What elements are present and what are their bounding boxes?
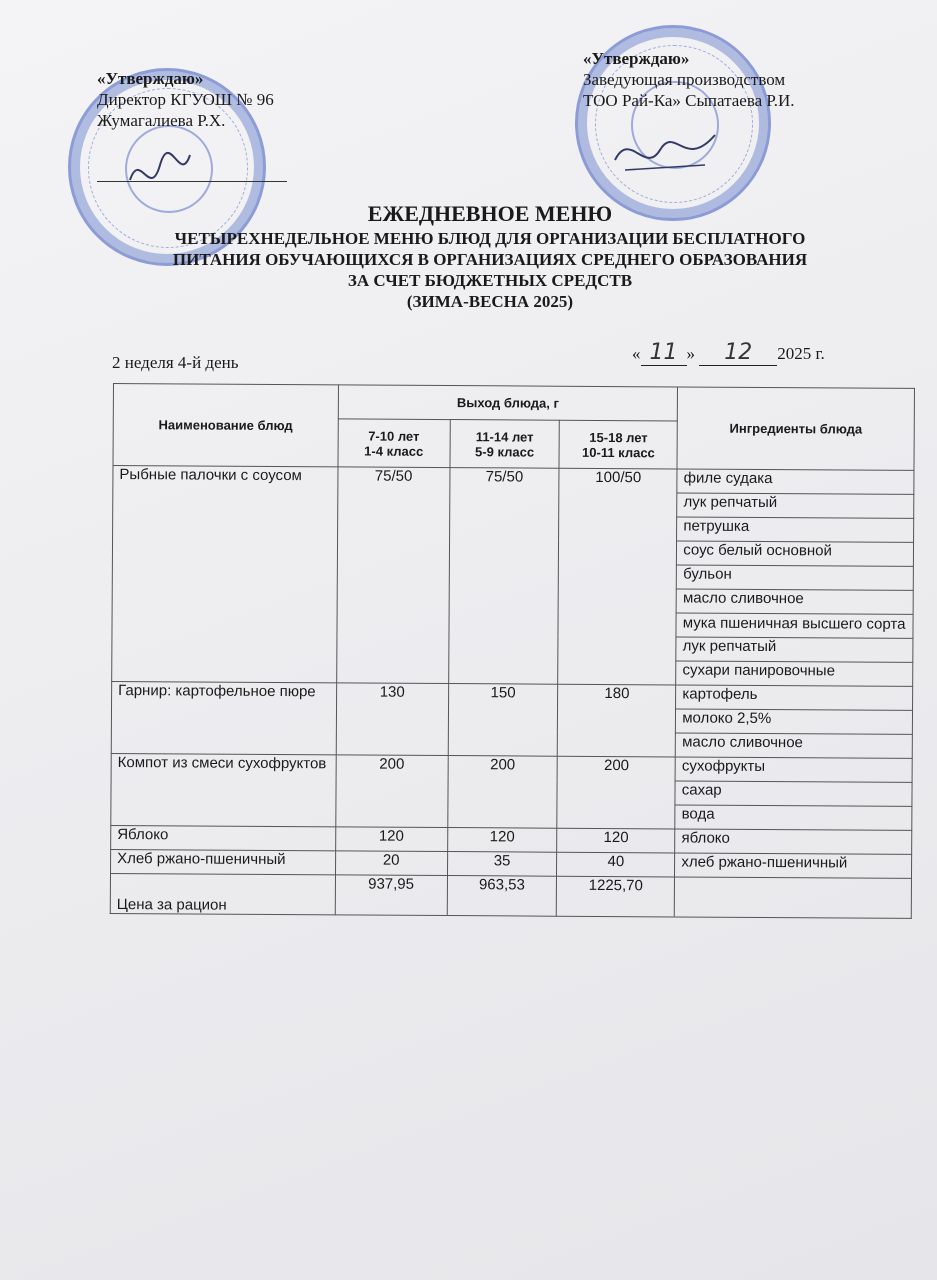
price-empty-cell — [675, 877, 912, 918]
ingredient: лук репчатый — [676, 637, 913, 662]
class-range: 10-11 класс — [582, 444, 655, 460]
approval-right — [583, 48, 795, 111]
approval-person: ТОО Рай-Ка» Сыпатаева Р.И. — [583, 91, 795, 110]
header-ingredients: Ингредиенты блюда — [677, 387, 914, 470]
date-year: 2025 г. — [777, 344, 825, 363]
dish-output-7-10: 200 — [335, 755, 447, 828]
dish-output-15-18: 40 — [557, 852, 675, 877]
table-row — [113, 466, 914, 495]
ingredient: соус белый основной — [677, 541, 914, 566]
header-age-group — [450, 420, 560, 469]
dish-output-7-10: 120 — [335, 827, 447, 852]
ingredient: молоко 2,5% — [676, 709, 913, 734]
ingredient: петрушка — [677, 517, 914, 542]
dish-output-11-14: 200 — [447, 756, 557, 829]
ingredient: сухари панировочные — [676, 661, 913, 686]
approval-heading: «Утверждаю» — [97, 69, 204, 88]
menu-table — [110, 383, 915, 919]
header-dish-name: Наименование блюд — [113, 384, 338, 467]
ingredient: филе судака — [677, 469, 914, 494]
dish-output-7-10: 75/50 — [336, 467, 449, 684]
ingredient: сухофрукты — [675, 757, 912, 782]
price-11-14: 963,53 — [447, 876, 557, 917]
dish-output-15-18: 100/50 — [558, 468, 677, 685]
ingredient: хлеб ржано-пшеничный — [675, 853, 912, 878]
date-line — [632, 340, 825, 366]
age-range: 11-14 лет — [475, 428, 534, 445]
price-15-18: 1225,70 — [557, 876, 675, 917]
approval-left — [97, 68, 287, 182]
price-row — [110, 873, 911, 918]
dish-name: Хлеб ржано-пшеничный — [111, 849, 336, 874]
ingredient: масло сливочное — [676, 589, 913, 614]
dish-output-11-14: 150 — [448, 684, 558, 757]
ingredient: картофель — [676, 685, 913, 710]
approval-position: Заведующая производством — [583, 70, 786, 89]
date-day: 11 — [641, 340, 687, 366]
table-row — [112, 681, 913, 710]
approval-position: Директор КГУОШ № 96 — [97, 90, 274, 109]
dish-name: Яблоко — [111, 825, 336, 850]
ingredient: лук репчатый — [677, 493, 914, 518]
signature-line — [97, 131, 287, 182]
age-range: 15-18 лет — [589, 429, 648, 445]
document-title — [110, 200, 870, 312]
ingredient: бульон — [677, 565, 914, 590]
ingredient: вода — [675, 805, 912, 830]
title-main: ЕЖЕДНЕВНОЕ МЕНЮ — [367, 201, 613, 226]
header-output: Выход блюда, г — [338, 385, 678, 421]
ingredient: сахар — [675, 781, 912, 806]
signature-right — [610, 125, 720, 185]
dish-name: Гарнир: картофельное пюре — [111, 681, 336, 754]
title-line-2: ПИТАНИЯ ОБУЧАЮЩИХСЯ В ОРГАНИЗАЦИЯХ СРЕДНЕГО ОБРАЗОВАНИЯ — [172, 250, 808, 269]
table-header-row — [113, 384, 914, 423]
dish-output-11-14: 120 — [447, 828, 557, 853]
age-range: 7-10 лет — [368, 428, 420, 444]
table-row — [111, 753, 912, 782]
dish-output-7-10: 20 — [335, 851, 447, 876]
dish-name: Рыбные палочки с соусом — [112, 466, 338, 683]
header-age-group — [559, 420, 677, 469]
dish-output-11-14: 35 — [447, 852, 557, 877]
dish-name: Компот из смеси сухофруктов — [111, 753, 336, 826]
date-close-quote: » — [686, 344, 695, 363]
dish-output-15-18: 180 — [558, 684, 676, 757]
approval-heading: «Утверждаю» — [583, 49, 690, 68]
title-line-3: ЗА СЧЕТ БЮДЖЕТНЫХ СРЕДСТВ — [347, 271, 633, 290]
price-7-10: 937,95 — [335, 875, 447, 916]
date-open-quote: « — [632, 344, 641, 363]
header-age-group — [338, 419, 450, 468]
dish-output-15-18: 120 — [557, 828, 675, 853]
week-day: 2 неделя 4-й день — [112, 353, 239, 372]
date-month: 12 — [699, 340, 777, 366]
dish-output-11-14: 75/50 — [448, 468, 559, 685]
approval-person: Жумагалиева Р.Х. — [97, 111, 226, 130]
class-range: 5-9 класс — [475, 443, 535, 460]
title-line-4: (ЗИМА-ВЕСНА 2025) — [406, 292, 574, 311]
ingredient: масло сливочное — [676, 733, 913, 758]
ingredient: мука пшеничная высшего сорта — [676, 613, 913, 638]
price-label: Цена за рацион — [110, 873, 335, 914]
ingredient: яблоко — [675, 829, 912, 854]
dish-output-7-10: 130 — [336, 683, 448, 756]
class-range: 1-4 класс — [364, 443, 424, 459]
title-line-1: ЧЕТЫРЕХНЕДЕЛЬНОЕ МЕНЮ БЛЮД ДЛЯ ОРГАНИЗАЦИИ БЕСПЛАТНОГО — [174, 229, 806, 248]
dish-output-15-18: 200 — [557, 756, 675, 829]
